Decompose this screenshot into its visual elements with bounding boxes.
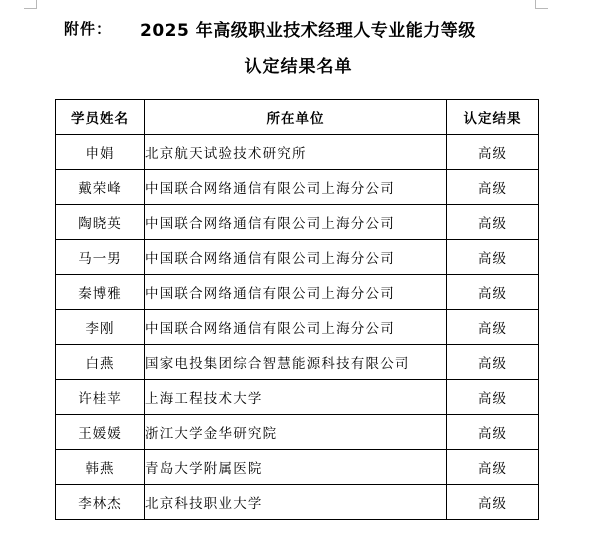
cell-result: 高级 (447, 240, 539, 275)
header-result: 认定结果 (447, 100, 539, 135)
table-row (56, 240, 539, 275)
certification-results-table (55, 99, 539, 520)
attachment-label: 附件： (64, 20, 113, 38)
cell-unit: 中国联合网络通信有限公司上海分公司 (145, 310, 447, 345)
table-row (56, 205, 539, 240)
cell-student-name: 秦博雅 (56, 275, 145, 310)
table-row (56, 345, 539, 380)
cell-student-name: 陶晓英 (56, 205, 145, 240)
table-row (56, 135, 539, 170)
table-row (56, 415, 539, 450)
cell-result: 高级 (447, 380, 539, 415)
cell-unit: 浙江大学金华研究院 (145, 415, 447, 450)
document-subtitle: 认定结果名单 (244, 57, 353, 77)
cell-unit: 上海工程技术大学 (145, 380, 447, 415)
cell-result: 高级 (447, 135, 539, 170)
cell-student-name: 白燕 (56, 345, 145, 380)
cell-result: 高级 (447, 415, 539, 450)
table-body (56, 135, 539, 520)
crop-mark-top-right (535, 0, 548, 9)
table-row (56, 450, 539, 485)
cell-result: 高级 (447, 310, 539, 345)
cell-result: 高级 (447, 205, 539, 240)
table-row (56, 485, 539, 520)
cell-result: 高级 (447, 450, 539, 485)
cell-unit: 中国联合网络通信有限公司上海分公司 (145, 205, 447, 240)
cell-result: 高级 (447, 275, 539, 310)
crop-mark-top-left (24, 0, 37, 9)
table-row (56, 170, 539, 205)
table-row (56, 275, 539, 310)
table-row (56, 380, 539, 415)
header-unit: 所在单位 (145, 100, 447, 135)
cell-student-name: 戴荣峰 (56, 170, 145, 205)
cell-unit: 中国联合网络通信有限公司上海分公司 (145, 170, 447, 205)
header-student-name: 学员姓名 (56, 100, 145, 135)
cell-student-name: 申娟 (56, 135, 145, 170)
cell-unit: 中国联合网络通信有限公司上海分公司 (145, 275, 447, 310)
cell-student-name: 韩燕 (56, 450, 145, 485)
table-header-row (56, 100, 539, 135)
cell-result: 高级 (447, 345, 539, 380)
cell-student-name: 许桂苹 (56, 380, 145, 415)
document-title: 2025 年高级职业技术经理人专业能力等级 (140, 21, 476, 41)
cell-unit: 国家电投集团综合智慧能源科技有限公司 (145, 345, 447, 380)
cell-unit: 北京科技职业大学 (145, 485, 447, 520)
cell-student-name: 李林杰 (56, 485, 145, 520)
cell-student-name: 王媛媛 (56, 415, 145, 450)
cell-unit: 青岛大学附属医院 (145, 450, 447, 485)
cell-student-name: 马一男 (56, 240, 145, 275)
cell-student-name: 李刚 (56, 310, 145, 345)
cell-unit: 中国联合网络通信有限公司上海分公司 (145, 240, 447, 275)
cell-unit: 北京航天试验技术研究所 (145, 135, 447, 170)
cell-result: 高级 (447, 170, 539, 205)
cell-result: 高级 (447, 485, 539, 520)
table-row (56, 310, 539, 345)
